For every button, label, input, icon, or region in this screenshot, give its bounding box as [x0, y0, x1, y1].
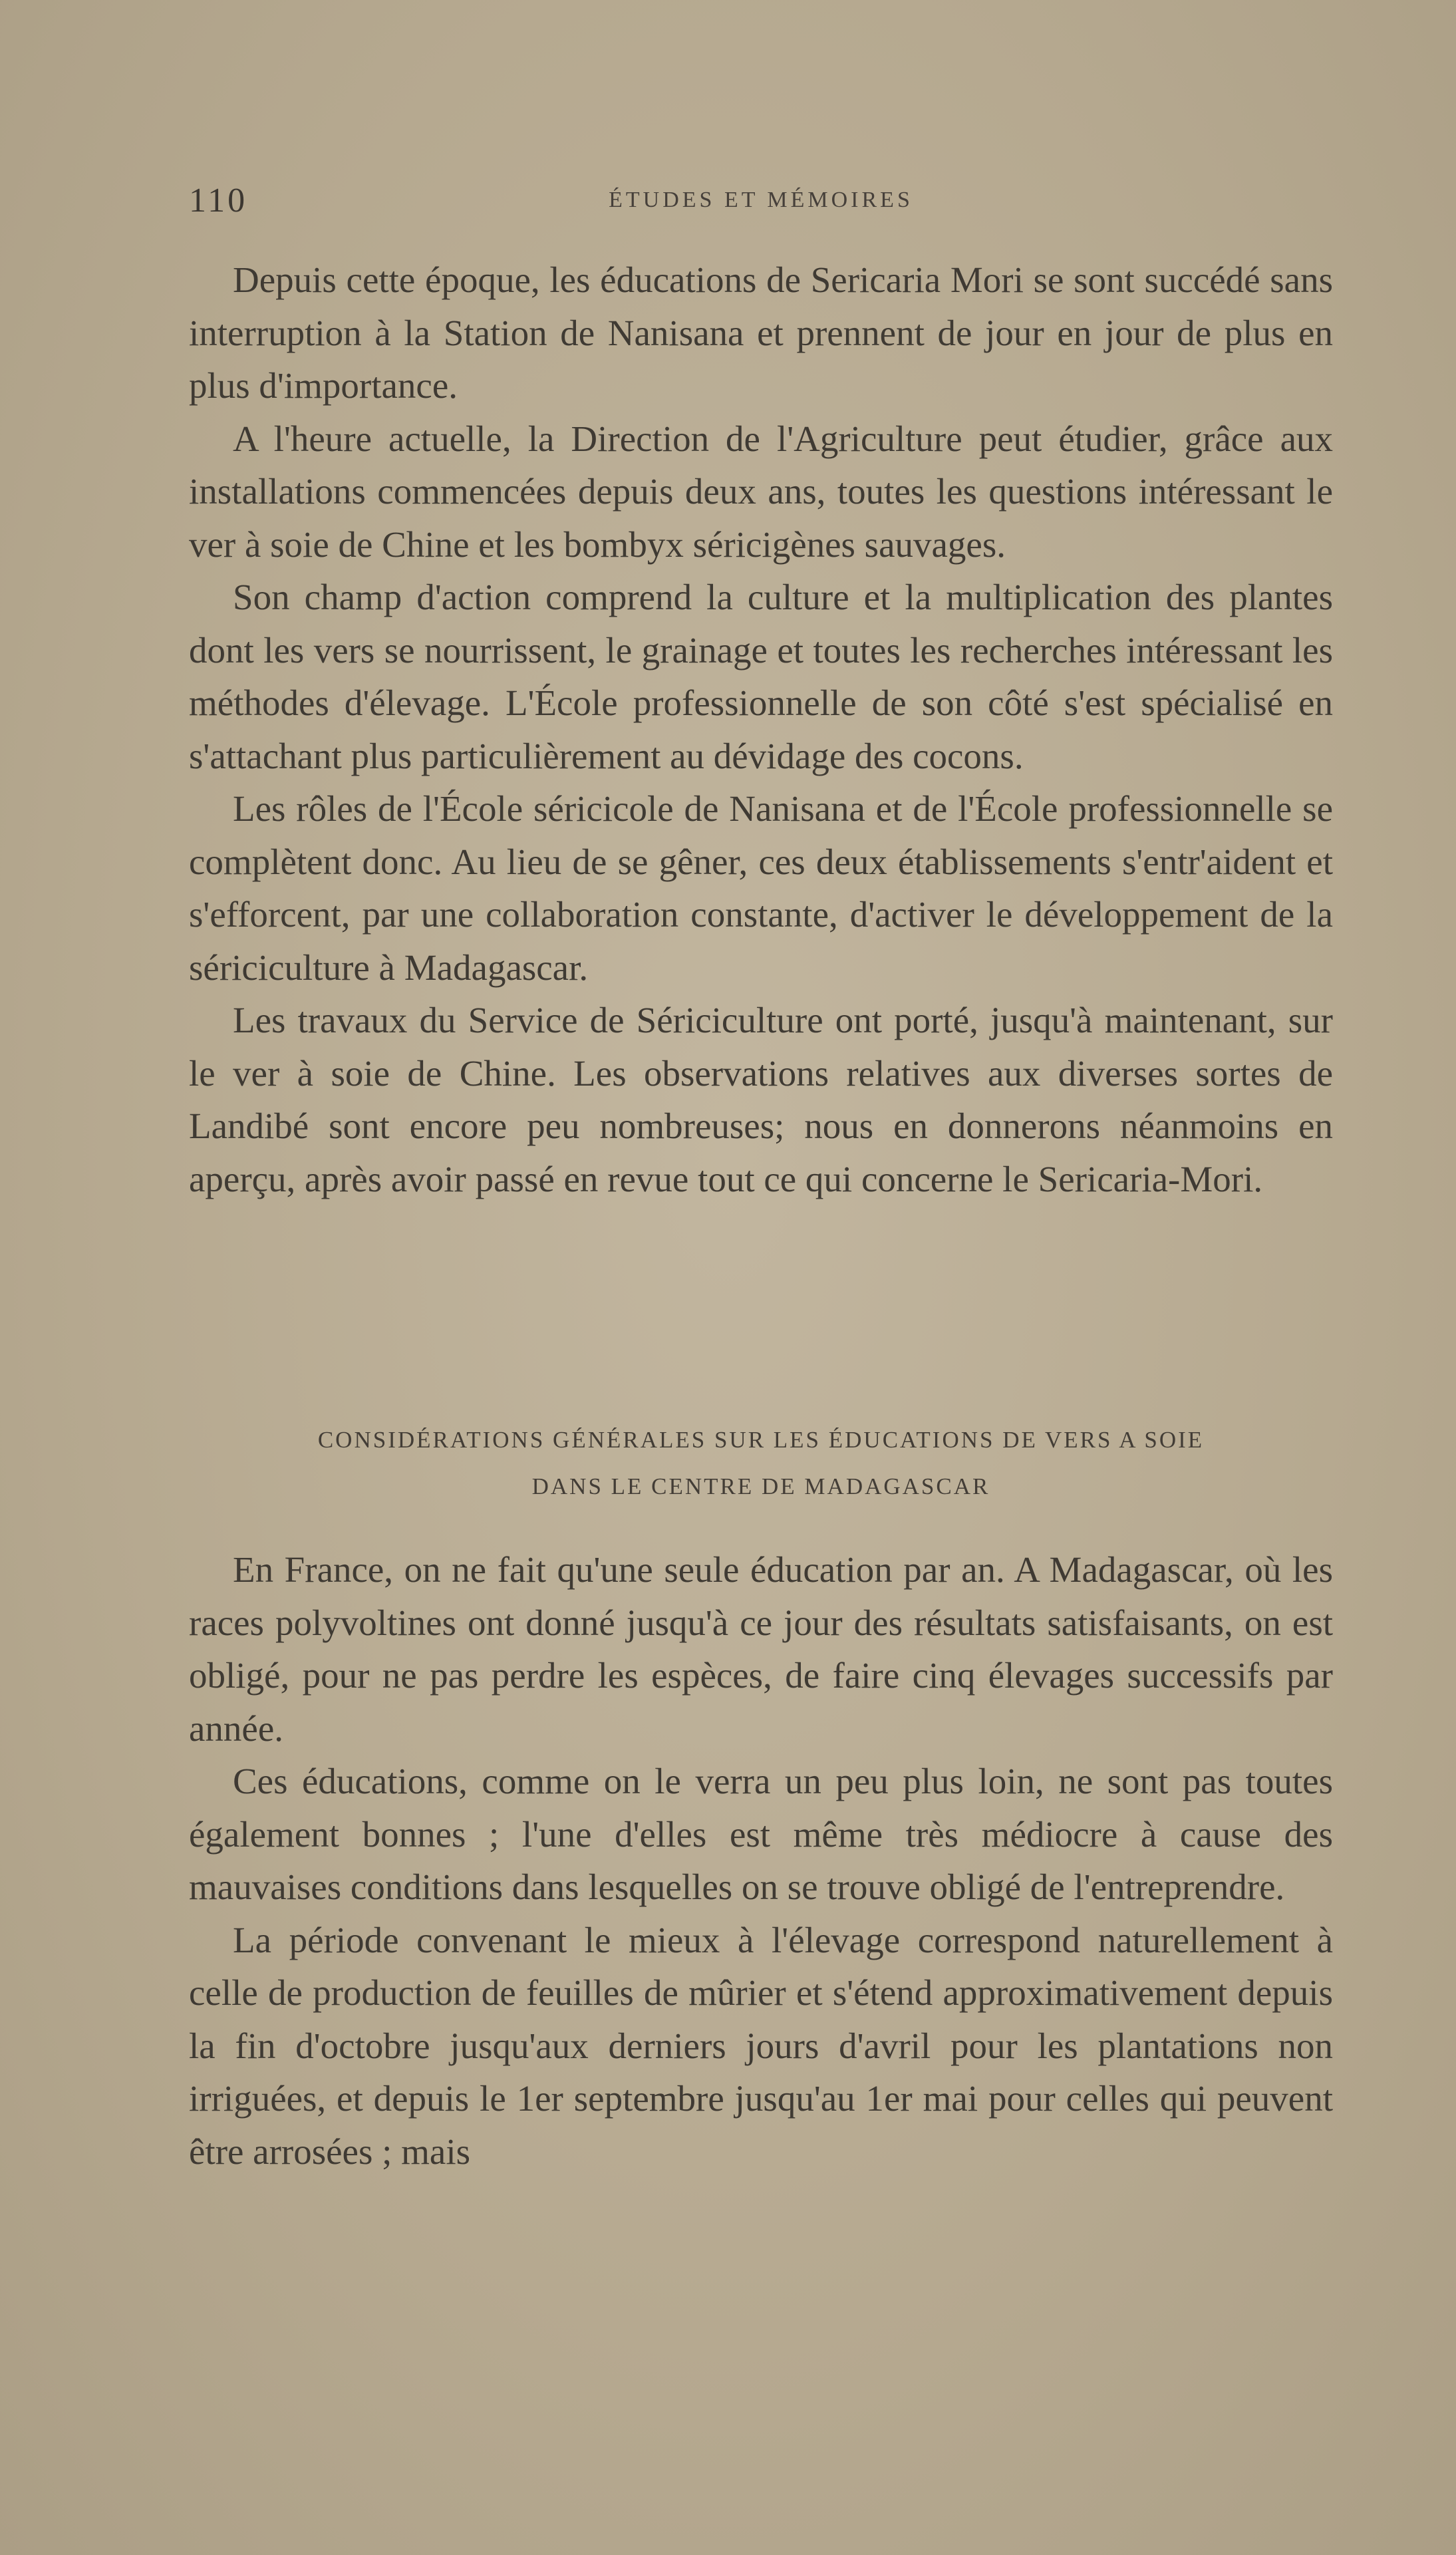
- page-number: 110: [189, 182, 248, 220]
- section-heading-line: DANS LE CENTRE DE MADAGASCAR: [531, 1473, 990, 1499]
- paragraph: Son champ d'action comprend la culture et la multiplication des plantes dont les vers se nourrissent, le grainage et toutes les recherches intéressant les méthodes d'élevage. L'École professionnelle de son côté s'est spécialisé en s'attachant plus particulièrement au dévidage des cocons.: [189, 577, 1333, 776]
- section-considerations: [189, 1543, 1333, 2178]
- paragraph: Les travaux du Service de Sériciculture ont porté, jusqu'à maintenant, sur le ver à soie de Chine. Les observations relatives aux diverses sortes de Landibé sont encore peu nombreuses; nous en donnerons néanmoins en aperçu, après avoir passé en revue tout ce qui concerne le Sericaria-Mori.: [189, 1000, 1333, 1199]
- section-heading: [189, 1417, 1333, 1510]
- section-intro: [189, 253, 1333, 1205]
- running-title: ÉTUDES ET MÉMOIRES: [609, 188, 913, 212]
- paragraph: La période convenant le mieux à l'élevage correspond naturellement à celle de production de feuilles de mûrier et s'étend approximativement depuis la fin d'octobre jusqu'aux derniers jours d'avril pour les plantations non irriguées, et depuis le 1er septembre jusqu'au 1er mai pour celles qui peuvent être arrosées ; mais: [189, 1919, 1333, 2172]
- paragraph: Ces éducations, comme on le verra un peu plus loin, ne sont pas toutes également bonnes ; l'une d'elles est même très médiocre à cause des mauvaises conditions dans lesquelles on se trouve obligé de l'entreprendre.: [189, 1761, 1333, 1907]
- paragraph: Depuis cette époque, les éducations de Sericaria Mori se sont succédé sans interruption à la Station de Nanisana et prennent de jour en jour de plus en plus d'importance.: [189, 259, 1333, 406]
- paragraph: En France, on ne fait qu'une seule éducation par an. A Madagascar, où les races polyvoltines ont donné jusqu'à ce jour des résultats satisfaisants, on est obligé, pour ne pas perdre les espèces, de faire cinq élevages successifs par année.: [189, 1549, 1333, 1749]
- paragraph: A l'heure actuelle, la Direction de l'Agriculture peut étudier, grâce aux installations commencées depuis deux ans, toutes les questions intéressant le ver à soie de Chine et les bombyx séricigènes sauvages.: [189, 418, 1333, 565]
- paragraph: Les rôles de l'École séricicole de Nanisana et de l'École professionnelle se complètent donc. Au lieu de se gêner, ces deux établissements s'entr'aident et s'efforcent, par une collaboration constante, d'activer le développement de la sériciculture à Madagascar.: [189, 788, 1333, 988]
- section-heading-line: CONSIDÉRATIONS GÉNÉRALES SUR LES ÉDUCATIONS DE VERS A SOIE: [317, 1427, 1205, 1453]
- page-header: [189, 181, 1333, 227]
